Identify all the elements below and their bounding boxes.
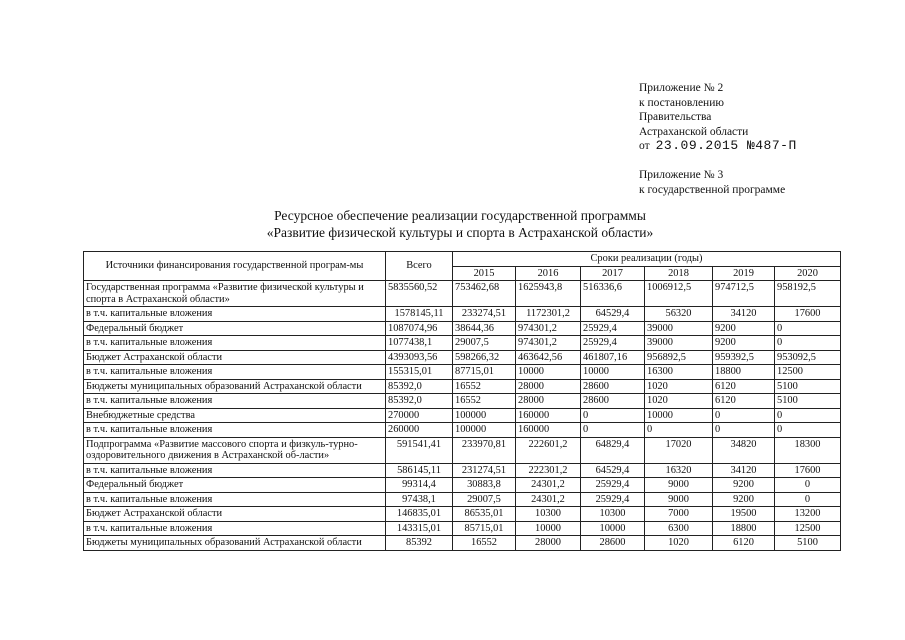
cell-total: 5835560,52 <box>386 281 453 307</box>
cell-year-value: 753462,68 <box>453 281 516 307</box>
table-row <box>84 536 841 551</box>
appendix-3-line: к государственной программе <box>639 183 786 196</box>
cell-year-value: 16320 <box>645 463 713 478</box>
row-label: Бюджеты муниципальных образований Астраханской области <box>84 379 386 394</box>
appendix-2-line: Правительства <box>639 111 712 123</box>
cell-year-value: 85715,01 <box>453 521 516 536</box>
appendix-2-line: Приложение № 2 <box>639 82 724 94</box>
cell-year-value: 64529,4 <box>581 307 645 322</box>
cell-year-value: 25929,4 <box>581 478 645 493</box>
row-label: в т.ч. капитальные вложения <box>84 521 386 536</box>
table-row <box>84 365 841 380</box>
cell-year-value: 0 <box>775 492 841 507</box>
table-row <box>84 408 841 423</box>
header-year: 2017 <box>581 266 645 281</box>
cell-total: 143315,01 <box>386 521 453 536</box>
cell-year-value: 17600 <box>775 463 841 478</box>
row-label: Государственная программа «Развитие физической культуры и спорта в Астраханской области» <box>84 281 386 307</box>
title-line-2: «Развитие физической культуры и спорта в Астраханской области» <box>266 225 654 240</box>
row-label: Подпрограмма «Развитие массового спорта и физкуль-турно-оздоровительного движения в Астраханской об-ласти» <box>84 437 386 463</box>
cell-year-value: 10000 <box>581 521 645 536</box>
cell-year-value: 18800 <box>713 365 775 380</box>
cell-year-value: 6300 <box>645 521 713 536</box>
cell-total: 591541,41 <box>386 437 453 463</box>
cell-year-value: 10000 <box>581 365 645 380</box>
header-year: 2018 <box>645 266 713 281</box>
row-label: в т.ч. капитальные вложения <box>84 336 386 351</box>
cell-year-value: 959392,5 <box>713 350 775 365</box>
cell-total: 85392,0 <box>386 394 453 409</box>
row-label: в т.ч. капитальные вложения <box>84 365 386 380</box>
cell-year-value: 974712,5 <box>713 281 775 307</box>
row-label: Бюджеты муниципальных образований Астраханской области <box>84 536 386 551</box>
cell-year-value: 1020 <box>645 394 713 409</box>
cell-year-value: 24301,2 <box>516 492 581 507</box>
cell-year-value: 222301,2 <box>516 463 581 478</box>
cell-year-value: 28600 <box>581 536 645 551</box>
cell-year-value: 598266,32 <box>453 350 516 365</box>
table-row <box>84 463 841 478</box>
cell-year-value: 19500 <box>713 507 775 522</box>
cell-year-value: 233970,81 <box>453 437 516 463</box>
row-label: в т.ч. капитальные вложения <box>84 423 386 438</box>
cell-year-value: 0 <box>581 408 645 423</box>
cell-total: 146835,01 <box>386 507 453 522</box>
cell-year-value: 0 <box>713 423 775 438</box>
cell-year-value: 5100 <box>775 536 841 551</box>
cell-total: 1077438,1 <box>386 336 453 351</box>
header-year: 2020 <box>775 266 841 281</box>
cell-year-value: 6120 <box>713 536 775 551</box>
funding-table <box>83 251 841 551</box>
cell-year-value: 12500 <box>775 365 841 380</box>
cell-year-value: 233274,51 <box>453 307 516 322</box>
cell-total: 155315,01 <box>386 365 453 380</box>
cell-year-value: 56320 <box>645 307 713 322</box>
cell-total: 97438,1 <box>386 492 453 507</box>
cell-year-value: 16552 <box>453 394 516 409</box>
table-row <box>84 423 841 438</box>
cell-year-value: 9000 <box>645 492 713 507</box>
cell-year-value: 160000 <box>516 423 581 438</box>
cell-year-value: 953092,5 <box>775 350 841 365</box>
cell-year-value: 461807,16 <box>581 350 645 365</box>
table-body <box>84 281 841 551</box>
cell-total: 4393093,56 <box>386 350 453 365</box>
cell-year-value: 28600 <box>581 379 645 394</box>
cell-year-value: 9000 <box>645 478 713 493</box>
row-label: Федеральный бюджет <box>84 478 386 493</box>
cell-total: 260000 <box>386 423 453 438</box>
cell-year-value: 24301,2 <box>516 478 581 493</box>
cell-total: 586145,11 <box>386 463 453 478</box>
cell-year-value: 28000 <box>516 394 581 409</box>
table-row <box>84 507 841 522</box>
cell-year-value: 10300 <box>581 507 645 522</box>
cell-year-value: 17600 <box>775 307 841 322</box>
cell-year-value: 39000 <box>645 321 713 336</box>
row-label: в т.ч. капитальные вложения <box>84 394 386 409</box>
cell-year-value: 974301,2 <box>516 336 581 351</box>
cell-total: 270000 <box>386 408 453 423</box>
cell-year-value: 10300 <box>516 507 581 522</box>
cell-year-value: 9200 <box>713 492 775 507</box>
table-row <box>84 321 841 336</box>
header-source: Источники финансирования государственной програм-мы <box>84 252 386 281</box>
header-year: 2019 <box>713 266 775 281</box>
cell-year-value: 231274,51 <box>453 463 516 478</box>
table-row <box>84 478 841 493</box>
cell-year-value: 87715,01 <box>453 365 516 380</box>
cell-total: 1578145,11 <box>386 307 453 322</box>
cell-year-value: 1625943,8 <box>516 281 581 307</box>
row-label: в т.ч. капитальные вложения <box>84 463 386 478</box>
cell-year-value: 0 <box>775 478 841 493</box>
cell-year-value: 86535,01 <box>453 507 516 522</box>
cell-year-value: 18800 <box>713 521 775 536</box>
cell-year-value: 29007,5 <box>453 492 516 507</box>
cell-year-value: 0 <box>775 336 841 351</box>
header-total: Всего <box>386 252 453 281</box>
table-row <box>84 307 841 322</box>
row-label: в т.ч. капитальные вложения <box>84 492 386 507</box>
appendix-2-line: к постановлению <box>639 96 724 109</box>
cell-year-value: 0 <box>645 423 713 438</box>
table-row <box>84 521 841 536</box>
cell-year-value: 38644,36 <box>453 321 516 336</box>
cell-year-value: 222601,2 <box>516 437 581 463</box>
cell-year-value: 39000 <box>645 336 713 351</box>
table-row <box>84 379 841 394</box>
cell-year-value: 100000 <box>453 408 516 423</box>
cell-year-value: 9200 <box>713 321 775 336</box>
cell-year-value: 10000 <box>516 521 581 536</box>
row-label: в т.ч. капитальные вложения <box>84 307 386 322</box>
cell-year-value: 25929,4 <box>581 321 645 336</box>
title-line-1: Ресурсное обеспечение реализации государственной программы <box>274 208 646 223</box>
header-period: Сроки реализации (годы) <box>453 252 841 267</box>
cell-year-value: 10000 <box>516 365 581 380</box>
cell-year-value: 18300 <box>775 437 841 463</box>
cell-year-value: 463642,56 <box>516 350 581 365</box>
cell-total: 1087074,96 <box>386 321 453 336</box>
cell-year-value: 16300 <box>645 365 713 380</box>
table-row <box>84 492 841 507</box>
cell-year-value: 5100 <box>775 379 841 394</box>
appendix-2-line: Астраханской области <box>639 125 749 138</box>
row-label: Внебюджетные средства <box>84 408 386 423</box>
cell-year-value: 6120 <box>713 394 775 409</box>
cell-year-value: 9200 <box>713 478 775 493</box>
cell-year-value: 25929,4 <box>581 336 645 351</box>
row-label: Бюджет Астраханской области <box>84 507 386 522</box>
date-prefix: от <box>639 140 650 152</box>
cell-year-value: 28000 <box>516 379 581 394</box>
table-row <box>84 350 841 365</box>
cell-year-value: 30883,8 <box>453 478 516 493</box>
cell-year-value: 7000 <box>645 507 713 522</box>
cell-year-value: 34120 <box>713 463 775 478</box>
appendix-3-block <box>639 168 785 197</box>
cell-year-value: 25929,4 <box>581 492 645 507</box>
cell-year-value: 13200 <box>775 507 841 522</box>
row-label: Федеральный бюджет <box>84 321 386 336</box>
cell-year-value: 29007,5 <box>453 336 516 351</box>
cell-year-value: 958192,5 <box>775 281 841 307</box>
cell-year-value: 974301,2 <box>516 321 581 336</box>
cell-year-value: 0 <box>581 423 645 438</box>
header-year: 2015 <box>453 266 516 281</box>
cell-year-value: 16552 <box>453 536 516 551</box>
header-year: 2016 <box>516 266 581 281</box>
cell-year-value: 5100 <box>775 394 841 409</box>
cell-year-value: 64529,4 <box>581 463 645 478</box>
cell-year-value: 17020 <box>645 437 713 463</box>
cell-year-value: 16552 <box>453 379 516 394</box>
cell-year-value: 1020 <box>645 536 713 551</box>
cell-year-value: 34120 <box>713 307 775 322</box>
appendix-2-block <box>639 81 797 154</box>
cell-year-value: 12500 <box>775 521 841 536</box>
cell-total: 99314,4 <box>386 478 453 493</box>
cell-year-value: 1172301,2 <box>516 307 581 322</box>
row-label: Бюджет Астраханской области <box>84 350 386 365</box>
table-row <box>84 281 841 307</box>
cell-year-value: 100000 <box>453 423 516 438</box>
table-header-row <box>84 252 841 267</box>
cell-year-value: 956892,5 <box>645 350 713 365</box>
cell-year-value: 28000 <box>516 536 581 551</box>
cell-year-value: 9200 <box>713 336 775 351</box>
cell-year-value: 0 <box>775 423 841 438</box>
cell-year-value: 6120 <box>713 379 775 394</box>
cell-year-value: 0 <box>713 408 775 423</box>
cell-total: 85392 <box>386 536 453 551</box>
cell-year-value: 64829,4 <box>581 437 645 463</box>
cell-year-value: 1006912,5 <box>645 281 713 307</box>
cell-year-value: 160000 <box>516 408 581 423</box>
cell-year-value: 10000 <box>645 408 713 423</box>
decree-date-number: 23.09.2015 №487-П <box>655 138 797 153</box>
cell-year-value: 34820 <box>713 437 775 463</box>
cell-year-value: 516336,6 <box>581 281 645 307</box>
cell-year-value: 1020 <box>645 379 713 394</box>
document-title <box>200 207 720 241</box>
cell-year-value: 0 <box>775 408 841 423</box>
appendix-3-line: Приложение № 3 <box>639 169 724 181</box>
cell-total: 85392,0 <box>386 379 453 394</box>
table-row <box>84 437 841 463</box>
table-row <box>84 394 841 409</box>
table-row <box>84 336 841 351</box>
cell-year-value: 28600 <box>581 394 645 409</box>
cell-year-value: 0 <box>775 321 841 336</box>
decree-date-line <box>639 139 797 154</box>
